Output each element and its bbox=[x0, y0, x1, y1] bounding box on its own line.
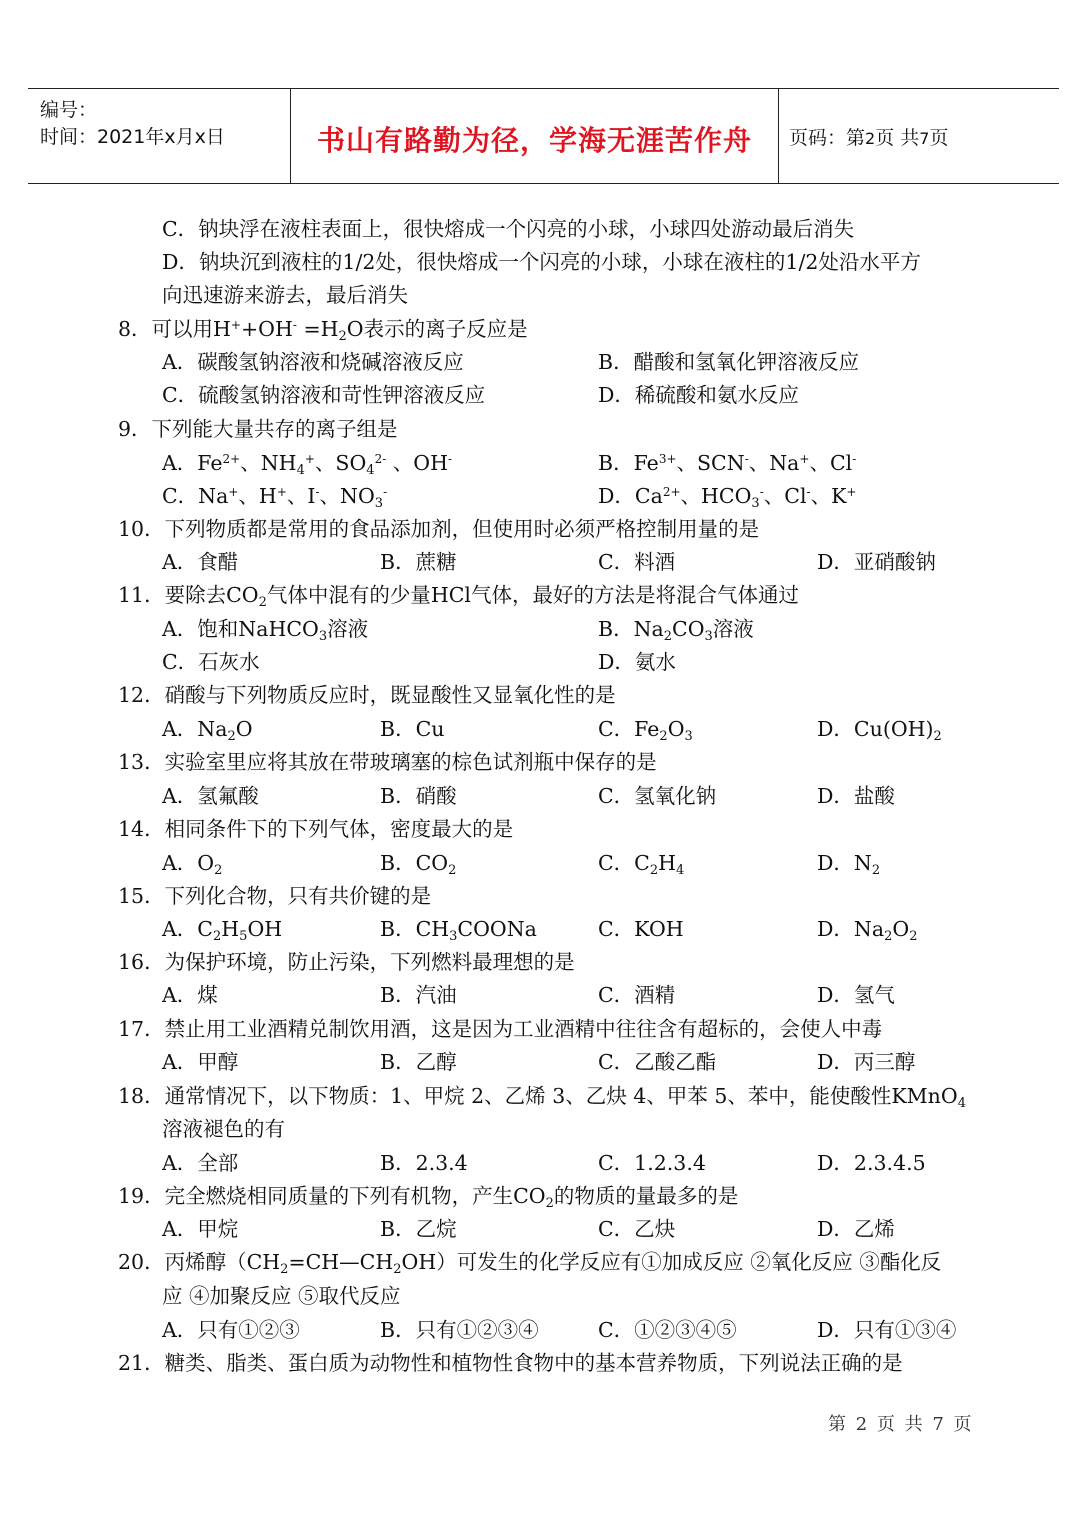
q8-option-b: B．醋酸和氢氧化钾溶液反应 bbox=[598, 350, 860, 374]
q14-stem: 14．相同条件下的下列气体，密度最大的是 bbox=[118, 817, 514, 841]
q12-option-d: D．$Cu(OH)_2$ bbox=[817, 717, 942, 744]
q7-option-d: D．钠块沉到液柱的1/2处，很快熔成一个闪亮的小球，小球在液柱的1/2处沿水平方 bbox=[162, 250, 921, 274]
q17-option-c: C．乙酸乙酯 bbox=[598, 1050, 717, 1074]
q20-option-d: D．只有①③④ bbox=[817, 1318, 957, 1342]
q9-stem: 9．下列能大量共存的离子组是 bbox=[118, 417, 398, 441]
q20-option-a: A．只有①②③ bbox=[162, 1318, 300, 1342]
q15-option-c: C．KOH bbox=[598, 917, 684, 941]
q13-stem: 13．实验室里应将其放在带玻璃塞的棕色试剂瓶中保存的是 bbox=[118, 750, 657, 774]
q13-option-c: C．氢氧化钠 bbox=[598, 784, 717, 808]
q7-option-d-continued: 向迅速游来游去，最后消失 bbox=[162, 283, 408, 307]
q20-stem: 20．丙烯醇$(CH_2=CH—CH_2OH)$可发生的化学反应有①加成反应 ②氧化反应 ③酯化反 bbox=[118, 1250, 942, 1277]
q18-option-b: B．2.3.4 bbox=[380, 1151, 468, 1175]
q15-option-a: A．$C_2H_5OH$ bbox=[162, 917, 283, 944]
q8-stem: 8．可以用$H^++OH^- =H_2O$表示的离子反应是 bbox=[118, 317, 528, 344]
q8-option-d: D．稀硫酸和氨水反应 bbox=[598, 383, 799, 407]
q19-stem: 19．完全燃烧相同质量的下列有机物，产生$CO_2$的物质的量最多的是 bbox=[118, 1184, 739, 1211]
q14-option-a: A．$O_2$ bbox=[162, 851, 223, 878]
q18-stem: 18．通常情况下，以下物质：1、甲烷 2、乙烯 3、乙炔 4、甲苯 5、苯中，能使酸性KMnO$_4$ bbox=[118, 1084, 966, 1111]
q19-option-a: A．甲烷 bbox=[162, 1217, 239, 1241]
page-header bbox=[28, 88, 1059, 184]
page-footer: 第 2 页 共 7 页 bbox=[828, 1414, 972, 1435]
q11-option-c: C．石灰水 bbox=[162, 650, 260, 674]
q16-option-c: C．酒精 bbox=[598, 983, 676, 1007]
time-label: 时间：2021年x月x日 bbox=[40, 126, 225, 148]
q13-option-d: D．盐酸 bbox=[817, 784, 895, 808]
header-page-total: 7 bbox=[919, 129, 930, 148]
q12-option-a: A．$Na_2O$ bbox=[162, 717, 253, 744]
q20-stem-continued: 应 ④加聚反应 ⑤取代反应 bbox=[162, 1284, 401, 1308]
q14-option-c: C．$C_2H_4$ bbox=[598, 851, 685, 878]
q8-option-c: C．硫酸氢钠溶液和苛性钾溶液反应 bbox=[162, 383, 486, 407]
q10-option-c: C．料酒 bbox=[598, 550, 676, 574]
q15-option-b: B．$CH_3COONa$ bbox=[380, 917, 537, 944]
q11-option-b: B．$Na_2CO_3$溶液 bbox=[598, 617, 754, 644]
q9-option-a: A．$Fe^{2+}$、$NH_4^+$、$SO_4^{2-}$ 、OH- bbox=[162, 451, 453, 478]
q16-stem: 16．为保护环境，防止污染，下列燃料最理想的是 bbox=[118, 950, 575, 974]
q17-stem: 17．禁止用工业酒精兑制饮用酒，这是因为工业酒精中往往含有超标的，会使人中毒 bbox=[118, 1017, 883, 1041]
q20-option-c: C．①②③④⑤ bbox=[598, 1318, 737, 1342]
q19-option-d: D．乙烯 bbox=[817, 1217, 895, 1241]
q18-stem-continued: 溶液褪色的有 bbox=[162, 1117, 285, 1141]
header-page-current: 2 bbox=[865, 129, 876, 148]
q10-stem: 10．下列物质都是常用的食品添加剂，但使用时必须严格控制用量的是 bbox=[118, 517, 760, 541]
q12-option-b: B．Cu bbox=[380, 717, 445, 741]
q18-option-a: A．全部 bbox=[162, 1151, 239, 1175]
motto: 书山有路勤为径，学海无涯苦作舟 bbox=[316, 124, 752, 157]
q9-option-d: D．$Ca^{2+}$、$HCO_3^-$、Cl-、K+ bbox=[598, 484, 857, 511]
header-page-info: 页码：第2页 共7页 bbox=[789, 127, 949, 149]
q9-option-b: B．$Fe^{3+}$、SCN-、Na+、Cl- bbox=[598, 451, 857, 475]
header-middle-cell bbox=[290, 89, 779, 183]
header-right-cell bbox=[779, 89, 1059, 183]
q18-option-c: C．1.2.3.4 bbox=[598, 1151, 706, 1175]
q10-option-b: B．蔗糖 bbox=[380, 550, 457, 574]
q10-option-d: D．亚硝酸钠 bbox=[817, 550, 936, 574]
q19-option-b: B．乙烷 bbox=[380, 1217, 457, 1241]
q7-option-c: C．钠块浮在液柱表面上，很快熔成一个闪亮的小球，小球四处游动最后消失 bbox=[162, 217, 855, 241]
q16-option-a: A．煤 bbox=[162, 983, 218, 1007]
q17-option-b: B．乙醇 bbox=[380, 1050, 457, 1074]
q18-option-d: D．2.3.4.5 bbox=[817, 1151, 926, 1175]
q16-option-b: B．汽油 bbox=[380, 983, 457, 1007]
q15-stem: 15．下列化合物，只有共价键的是 bbox=[118, 884, 432, 908]
q20-option-b: B．只有①②③④ bbox=[380, 1318, 539, 1342]
q21-stem: 21．糖类、脂类、蛋白质为动物性和植物性食物中的基本营养物质，下列说法正确的是 bbox=[118, 1351, 903, 1375]
q10-option-a: A．食醋 bbox=[162, 550, 239, 574]
number-label: 编号： bbox=[40, 99, 98, 121]
q17-option-d: D．丙三醇 bbox=[817, 1050, 916, 1074]
q13-option-b: B．硝酸 bbox=[380, 784, 457, 808]
q14-option-b: B．$CO_2$ bbox=[380, 851, 457, 878]
q12-stem: 12．硝酸与下列物质反应时，既显酸性又显氧化性的是 bbox=[118, 683, 616, 707]
q13-option-a: A．氢氟酸 bbox=[162, 784, 259, 808]
q11-option-d: D．氨水 bbox=[598, 650, 676, 674]
q11-option-a: A．饱和NaHCO$_3$溶液 bbox=[162, 617, 369, 644]
q16-option-d: D．氢气 bbox=[817, 983, 895, 1007]
q8-option-a: A．碳酸氢钠溶液和烧碱溶液反应 bbox=[162, 350, 464, 374]
q19-option-c: C．乙炔 bbox=[598, 1217, 676, 1241]
q12-option-c: C．$Fe_2O_3$ bbox=[598, 717, 693, 744]
header-left-cell bbox=[28, 89, 290, 183]
q9-option-c: C．Na+、H+、I-、$NO_3^-$ bbox=[162, 484, 388, 511]
q15-option-d: D．$Na_2O_2$ bbox=[817, 917, 918, 944]
q14-option-d: D．$N_2$ bbox=[817, 851, 881, 878]
q11-stem: 11．要除去$CO_2$气体中混有的少量HCl气体，最好的方法是将混合气体通过 bbox=[118, 583, 799, 610]
q17-option-a: A．甲醇 bbox=[162, 1050, 239, 1074]
